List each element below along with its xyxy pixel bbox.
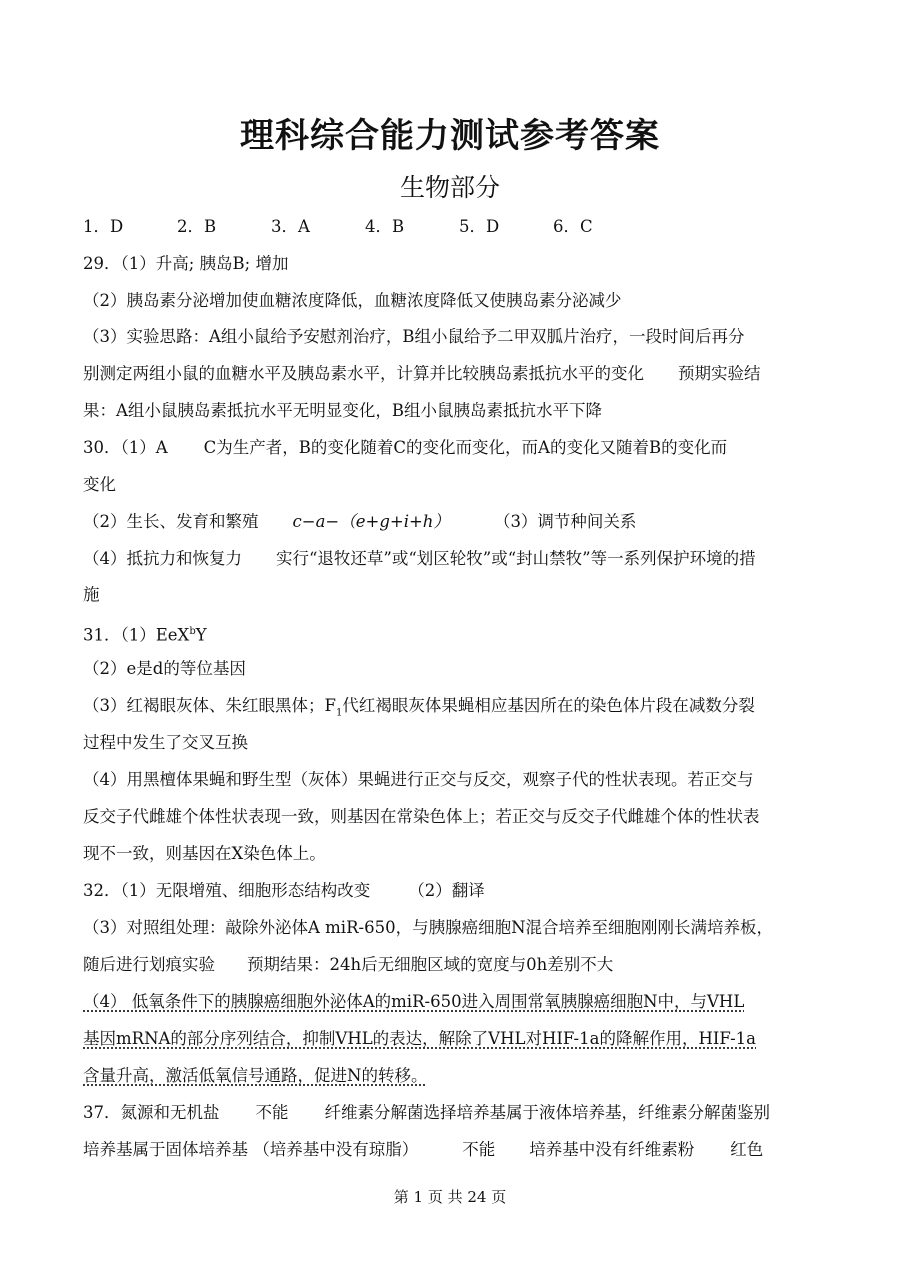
q31-text: F	[324, 696, 336, 715]
q29-text: 预期实验结	[678, 364, 761, 383]
q37-text: 红色	[730, 1140, 764, 1159]
q29-line-3: （3）实验思路：A组小鼠给予安慰剂治疗，B组小鼠给予二甲双胍片治疗，一段时间后再分	[83, 327, 745, 346]
q31-text: （3）红褐眼灰体、朱红眼黑体；	[83, 696, 325, 715]
q30-text: （2）生长、发育和繁殖	[83, 512, 259, 531]
q30-line-2: 变化	[83, 475, 116, 494]
mcq-answers	[83, 217, 647, 237]
q29-line-2: （2）胰岛素分泌增加使血糖浓度降低，血糖浓度降低又使胰岛素分泌减少	[83, 291, 622, 310]
q30-line-4	[83, 549, 756, 569]
q37-line-1	[83, 1103, 770, 1123]
q32-line-6: 含量升高，激活低氧信号通路，促进N的转移。	[83, 1066, 428, 1085]
q31-text: 31．（1）EeX	[83, 625, 190, 645]
mcq-answer: 2．B	[177, 217, 217, 236]
q32-text: （2）翻译	[408, 881, 485, 900]
q30-text: C为生产者，B的变化随着C的变化而变化，而A的变化又随着B的变化而	[203, 438, 728, 457]
q37-text: 37．氮源和无机盐	[83, 1103, 220, 1122]
q30-line-3	[83, 512, 636, 532]
q32-line-2: （3）对照组处理：敲除外泌体A miR-650，与胰腺癌细胞N混合培养至细胞刚刚长满培养板，	[83, 918, 774, 937]
q37-line-2	[83, 1140, 763, 1160]
q37-text: 培养基属于固体培养基 （培养基中没有琼脂）	[83, 1140, 419, 1159]
q30-formula: c−a−（e+g+i+h）	[292, 512, 450, 531]
q31-line-3	[83, 696, 755, 723]
section-subtitle: 生物部分	[399, 173, 500, 202]
q30-text: 30．（1）A	[83, 438, 168, 457]
q31-subscript: 1	[335, 707, 343, 719]
q31-text: Y	[195, 625, 207, 645]
q32-text: 随后进行划痕实验	[83, 955, 215, 974]
q31-line-6: 反交子代雌雄个体性状表现一致，则基因在常染色体上；若正交与反交子代雌雄个体的性状表	[83, 807, 760, 826]
q29-line-5: 果：A组小鼠胰岛素抵抗水平无明显变化，B组小鼠胰岛素抵抗水平下降	[83, 401, 603, 420]
q31-superscript: b	[189, 626, 196, 637]
page-title: 理科综合能力测试参考答案	[240, 116, 660, 156]
q29-line-4	[83, 364, 761, 384]
q30-line-5: 施	[83, 585, 100, 604]
q31-line-5: （4）用黑檀体果蝇和野生型（灰体）果蝇进行正交与反交，观察子代的性状表现。若正交与	[83, 770, 754, 789]
q31-line-7: 现不一致，则基因在X染色体上。	[83, 844, 326, 863]
q37-text: 不能	[462, 1140, 496, 1159]
q32-line-5: 基因mRNA的部分序列结合，抑制VHL的表达，解除了VHL对HIF-1a的降解作用，HIF-1a	[83, 1029, 756, 1048]
mcq-answer: 3．A	[271, 217, 310, 236]
page-footer: 第 1 页 共 24 页	[393, 1188, 507, 1206]
q29-text: 别测定两组小鼠的血糖水平及胰岛素水平，计算并比较胰岛素抵抗水平的变化	[83, 364, 644, 383]
q30-text: （4）抵抗力和恢复力	[83, 549, 242, 568]
mcq-answer: 4．B	[365, 217, 405, 236]
q37-text: 培养基中没有纤维素粉	[529, 1140, 695, 1159]
mcq-answer: 5．D	[459, 217, 500, 236]
q31-line-4: 过程中发生了交叉互换	[83, 733, 248, 752]
q30-text: （3）调节种间关系	[493, 512, 637, 531]
q31-line-2: （2）e是d的等位基因	[83, 659, 246, 678]
q30-text: 实行“退牧还草”或“划区轮牧”或“封山禁牧”等一系列保护环境的措	[276, 549, 756, 568]
q32-line-1	[83, 881, 485, 901]
q30-line-1	[83, 438, 727, 458]
q31-line-1	[83, 622, 207, 646]
q32-line-4: （4） 低氧条件下的胰腺癌细胞外泌体A的miR-650进入周围常氧胰腺癌细胞N中，与VHL	[83, 992, 745, 1011]
q32-line-3	[83, 955, 613, 975]
mcq-answer: 6．C	[553, 217, 593, 236]
q29-line-1: 29．（1）升高; 胰岛B; 增加	[83, 254, 289, 273]
mcq-answer: 1．D	[83, 217, 124, 236]
q31-text: 代红褐眼灰体果蝇相应基因所在的染色体片段在减数分裂	[342, 696, 755, 715]
q32-text: 预期结果：24h后无细胞区域的宽度与0h差别不大	[247, 955, 614, 974]
q37-text: 不能	[255, 1103, 289, 1122]
q37-text: 纤维素分解菌选择培养基属于液体培养基，纤维素分解菌鉴别	[324, 1103, 770, 1122]
q32-text: 32．（1）无限增殖、细胞形态结构改变	[83, 881, 371, 900]
